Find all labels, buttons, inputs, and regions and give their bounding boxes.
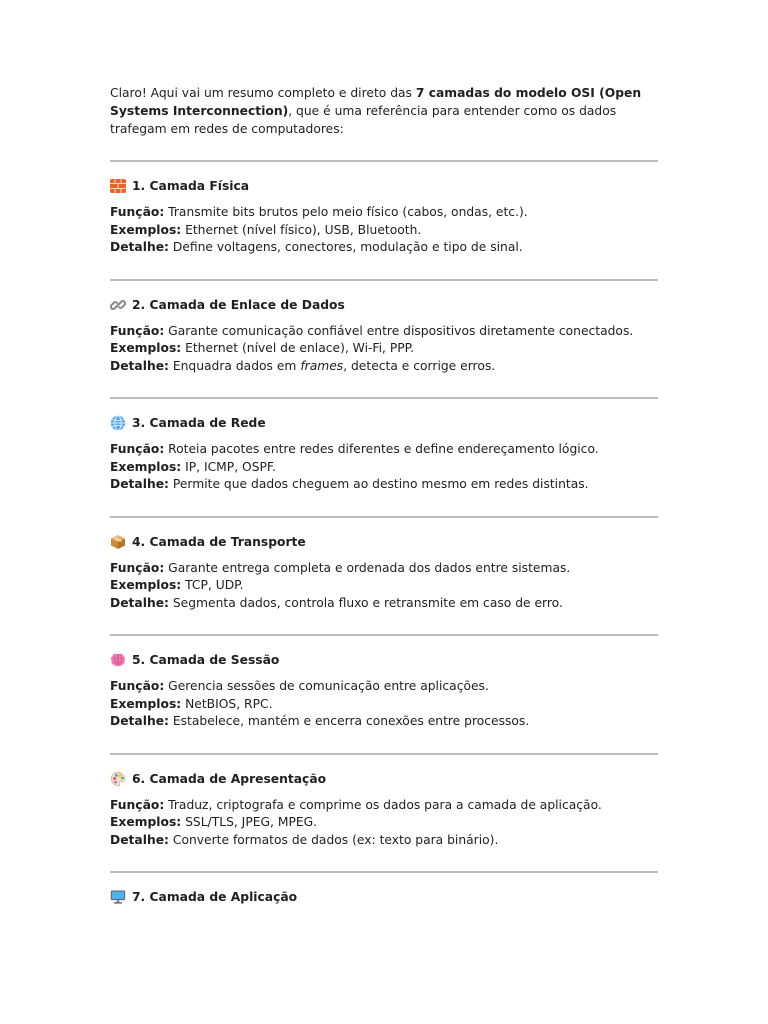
section-heading [110,414,658,432]
detalhe-line [110,476,658,494]
funcao-label: Função: [110,797,165,812]
detalhe-line [110,358,658,376]
detalhe-text-pre: Enquadra dados em [168,358,301,373]
detalhe-line [110,832,658,850]
detalhe-label: Detalhe: [110,477,169,491]
funcao-label: Função: [110,560,165,575]
exemplos-line [110,340,658,358]
desktop-computer-icon [110,889,126,905]
section-title: 1. Camada Física [132,179,250,193]
section-heading [110,296,658,314]
section-heading [110,651,658,669]
exemplos-line [110,459,658,477]
detalhe-label: Detalhe: [110,358,169,373]
package-icon [110,534,126,550]
exemplos-text: NetBIOS, RPC. [181,696,273,711]
globe-icon [110,415,126,431]
intro-bold: 7 camadas do modelo OSI (Open Systems Interconnection) [110,86,642,118]
intro-text-1: Claro! Aqui vai um resumo completo e direto das [110,86,416,100]
divider [110,871,658,873]
detalhe-text-post: , detecta e corrige erros. [343,358,496,373]
document-page [110,84,658,906]
funcao-label: Função: [110,442,165,456]
divider [110,397,658,399]
section-body [110,678,658,731]
detalhe-text: Define voltagens, conectores, modulação e tipo de sinal. [168,240,523,254]
detalhe-label: Detalhe: [110,714,169,728]
brick-wall-icon [110,178,126,194]
funcao-text: Garante comunicação confiável entre dispositivos diretamente conectados. [164,323,634,338]
section-heading [110,533,658,551]
funcao-label: Função: [110,679,165,693]
section-body [110,441,658,494]
exemplos-label: Exemplos: [110,222,182,237]
detalhe-text: Permite que dados cheguem ao destino mesmo em redes distintas. [168,477,589,491]
exemplos-line [110,222,658,240]
intro-text-2: , que é uma referência para entender como os dados trafegam em redes de computadores: [110,104,617,136]
detalhe-line [110,713,658,731]
exemplos-label: Exemplos: [110,459,182,474]
exemplos-text: Ethernet (nível físico), USB, Bluetooth. [181,222,422,237]
palette-icon [110,771,126,787]
detalhe-label: Detalhe: [110,595,169,610]
exemplos-text: TCP, UDP. [181,578,244,592]
exemplos-text: Ethernet (nível de enlace), Wi-Fi, PPP. [181,341,415,355]
section-title: 3. Camada de Rede [132,416,266,430]
intro-paragraph [110,84,658,138]
divider [110,279,658,281]
detalhe-line [110,239,658,257]
divider [110,160,658,162]
exemplos-line [110,814,658,832]
exemplos-line [110,577,658,595]
funcao-label: Função: [110,323,165,338]
funcao-label: Função: [110,205,165,219]
section-title: 7. Camada de Aplicação [132,890,298,904]
divider [110,753,658,755]
exemplos-text: IP, ICMP, OSPF. [181,459,276,474]
brain-icon [110,652,126,668]
exemplos-label: Exemplos: [110,578,182,592]
exemplos-label: Exemplos: [110,815,182,829]
funcao-line [110,441,658,459]
section-heading [110,888,658,906]
funcao-text: Transmite bits brutos pelo meio físico (cabos, ondas, etc.). [164,205,528,219]
section-title: 4. Camada de Transporte [132,534,306,549]
funcao-line [110,323,658,341]
funcao-line [110,797,658,815]
section-title: 5. Camada de Sessão [132,653,280,667]
section-body [110,204,658,257]
detalhe-text: Segmenta dados, controla fluxo e retransmite em caso de erro. [168,595,563,610]
link-icon [110,297,126,313]
funcao-text: Traduz, criptografa e comprime os dados para a camada de aplicação. [164,797,602,812]
detalhe-label: Detalhe: [110,832,169,847]
funcao-text: Gerencia sessões de comunicação entre aplicações. [164,679,489,693]
section-heading [110,770,658,788]
section-title: 2. Camada de Enlace de Dados [132,297,345,312]
exemplos-line [110,696,658,714]
detalhe-label: Detalhe: [110,240,169,254]
exemplos-label: Exemplos: [110,341,182,355]
detalhe-text-italic: frames [300,358,344,373]
divider [110,516,658,518]
detalhe-line [110,595,658,613]
exemplos-label: Exemplos: [110,696,182,711]
section-title: 6. Camada de Apresentação [132,771,327,786]
section-body [110,560,658,613]
funcao-text: Garante entrega completa e ordenada dos dados entre sistemas. [164,560,571,575]
funcao-text: Roteia pacotes entre redes diferentes e define endereçamento lógico. [164,442,599,456]
funcao-line [110,204,658,222]
section-heading [110,177,658,195]
detalhe-text: Converte formatos de dados (ex: texto para binário). [168,832,499,847]
funcao-line [110,560,658,578]
detalhe-text: Estabelece, mantém e encerra conexões entre processos. [168,714,530,728]
section-body [110,797,658,850]
divider [110,634,658,636]
section-body [110,323,658,376]
exemplos-text: SSL/TLS, JPEG, MPEG. [181,815,318,829]
funcao-line [110,678,658,696]
